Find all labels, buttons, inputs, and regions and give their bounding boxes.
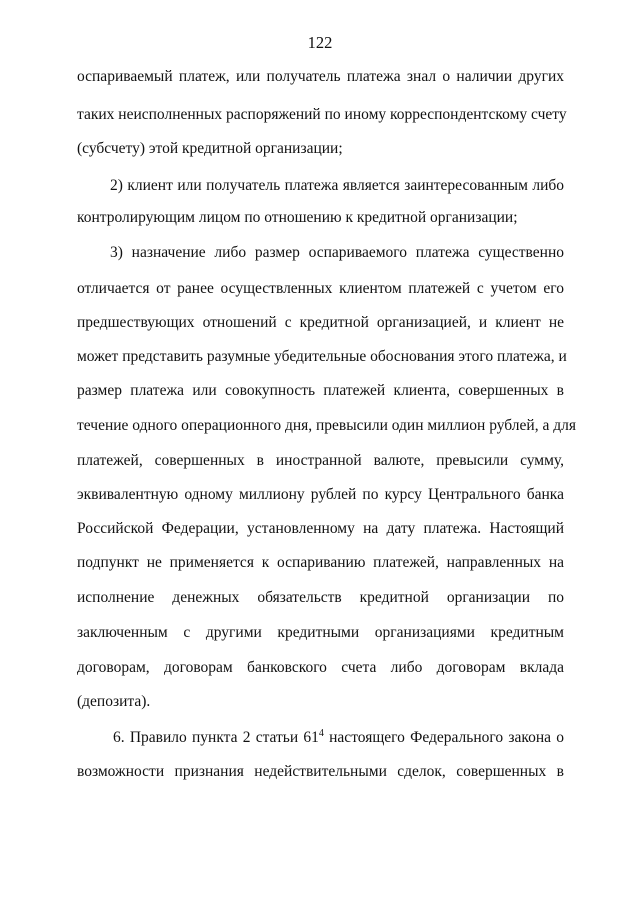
text-line: отличается от ранее осуществленных клиентом платежей с учетом его (77, 280, 564, 297)
text-line: оспариваемый платеж, или получатель платежа знал о наличии других (77, 68, 564, 85)
text-line: подпункт не применяется к оспариванию платежей, направленных на (77, 554, 564, 571)
text-line: 2) клиент или получатель платежа является заинтересованным либо (110, 177, 564, 194)
text-line: договорам, договорам банковского счета либо договорам вклада (77, 659, 564, 676)
text-line: контролирующим лицом по отношению к кредитной организации; (77, 209, 518, 226)
text-line: заключенным с другими кредитными организациями кредитным (77, 624, 564, 641)
text-line: течение одного операционного дня, превысили один миллион рублей, а для (77, 417, 576, 434)
text-line: может представить разумные убедительные обоснования этого платежа, и (77, 348, 567, 365)
text-line: размер платежа или совокупность платежей клиента, совершенных в (77, 382, 564, 399)
text-fragment: 6. Правило пункта 2 статьи 61 (113, 729, 319, 746)
text-line: предшествующих отношений с кредитной организацией, и клиент не (77, 314, 564, 331)
text-line (113, 728, 564, 748)
text-line: платежей, совершенных в иностранной валюте, превысили сумму, (77, 452, 564, 469)
text-line: (депозита). (77, 693, 151, 710)
text-fragment: настоящего Федерального закона о (323, 729, 565, 746)
page-number: 122 (307, 33, 333, 52)
text-line: таких неисполненных распоряжений по иному корреспондентскому счету (77, 106, 567, 123)
superscript: 4 (318, 728, 324, 739)
text-line: (субсчету) этой кредитной организации; (77, 140, 343, 157)
text-line: исполнение денежных обязательств кредитной организации по (77, 589, 564, 606)
text-line: возможности признания недействительными сделок, совершенных в (77, 763, 564, 780)
text-line: эквивалентную одному миллиону рублей по курсу Центрального банка (77, 486, 564, 503)
text-line: Российской Федерации, установленному на дату платежа. Настоящий (77, 520, 564, 537)
text-line: 3) назначение либо размер оспариваемого платежа существенно (110, 244, 564, 261)
